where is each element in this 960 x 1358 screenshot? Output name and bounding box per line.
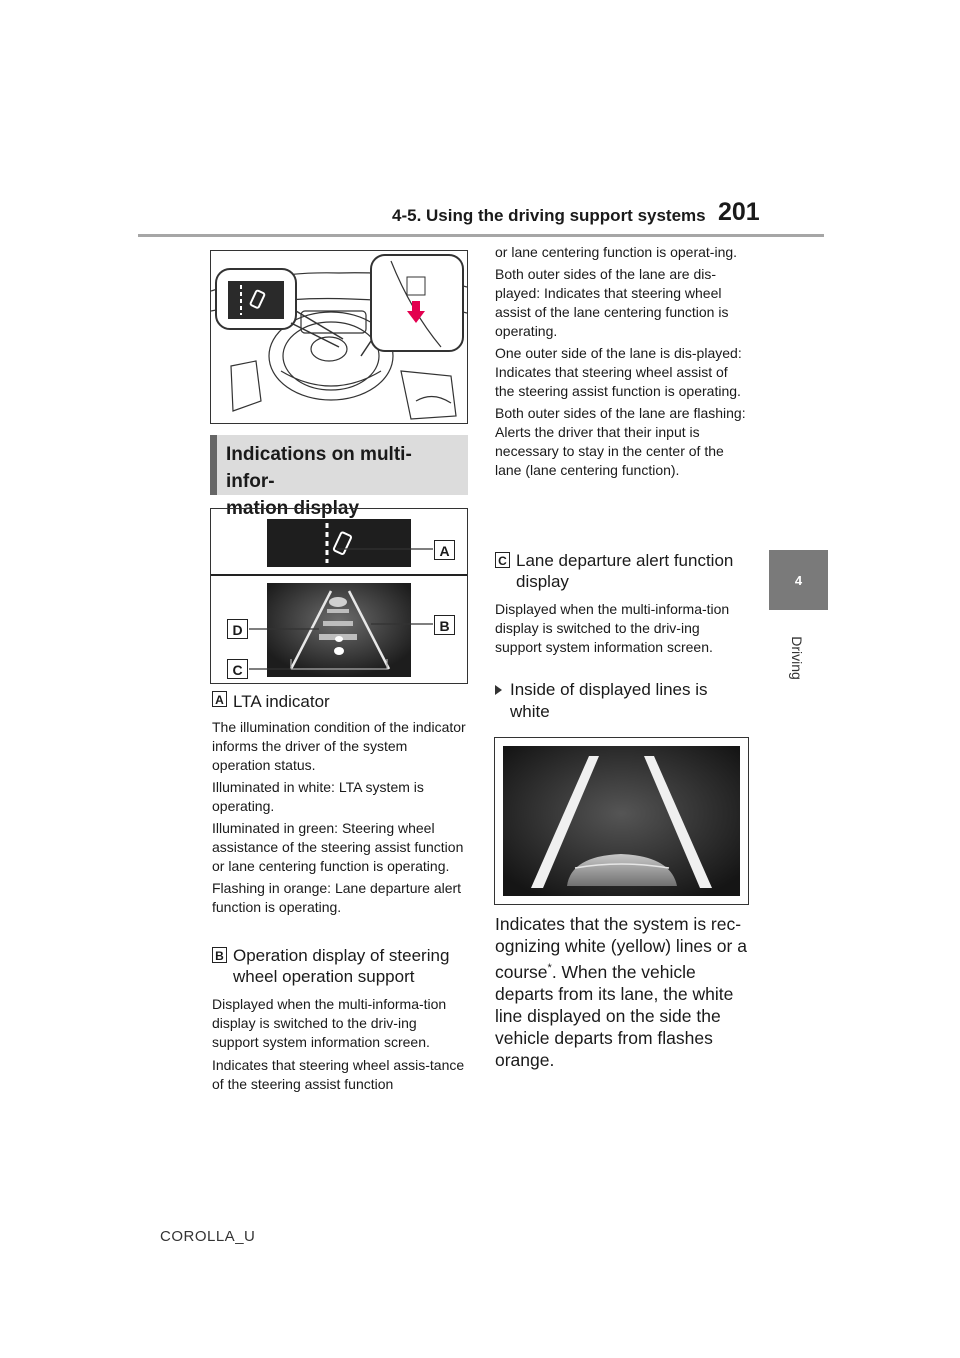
bullet-text: Inside of displayed lines is white	[510, 680, 708, 721]
chapter-name: Driving	[789, 636, 805, 680]
item-c	[495, 550, 750, 657]
item-a-para-2: Illuminated in green: Steering wheel assistance of the steering assist function or lane centering function is operating.	[212, 820, 464, 874]
bullet-arrow-icon	[495, 685, 502, 695]
item-a-para-1: Illuminated in white: LTA system is operating.	[212, 779, 424, 814]
desc-part1: Indicates that the system is rec-ognizing white (yellow) lines or a course	[495, 914, 747, 982]
mid-illustration	[210, 508, 468, 684]
item-a-para-3: Flashing in orange: Lane departure alert function is operating.	[212, 880, 462, 915]
item-c-title-row	[495, 550, 750, 592]
callout-c: C	[227, 659, 248, 679]
item-b-title-row	[212, 945, 467, 987]
item-b-label: B	[212, 947, 227, 963]
desc-part2: . When the vehicle departs from its lane, the white line displayed on the side the vehicle departs from flashes orange.	[495, 961, 734, 1070]
item-a-title-row	[212, 691, 467, 712]
col2-continuation: or lane centering function is operat-ing.	[495, 244, 738, 260]
section-title: 4-5. Using the driving support systems	[392, 206, 706, 225]
item-a-title: LTA indicator	[233, 692, 330, 711]
mid-drawing	[211, 509, 467, 683]
item-b	[212, 945, 467, 1094]
chapter-number: 4	[794, 572, 803, 588]
item-b-para-0: Displayed when the multi-informa-tion display is switched to the driv-ing support system information screen.	[212, 996, 447, 1050]
chapter-label	[777, 618, 817, 698]
callout-b: B	[434, 615, 455, 635]
section-heading	[210, 435, 468, 519]
col2-para-0: Both outer sides of the lane are dis-played: Indicates that steering wheel assist of the lane centering function is operating.	[495, 266, 729, 339]
item-b-title: Operation display of steering wheel operation support	[233, 946, 450, 986]
item-a-para-0: The illumination condition of the indicator informs the driver of the system operation status.	[212, 719, 466, 773]
footer-model: COROLLA_U	[160, 1228, 256, 1245]
desc-asterisk: *	[547, 962, 552, 974]
dashboard-illustration	[210, 250, 468, 424]
dashboard-drawing	[211, 251, 467, 423]
item-c-label: C	[495, 552, 510, 568]
page-number: 201	[718, 198, 760, 226]
item-c-title: Lane departure alert function display	[516, 551, 734, 591]
header-rule	[138, 234, 824, 237]
lane-drawing	[495, 738, 748, 904]
column-2-text	[495, 243, 750, 480]
bullet-white-lines	[495, 679, 740, 723]
chapter-tab	[769, 550, 828, 610]
item-a	[212, 691, 467, 917]
col2-para-1: One outer side of the lane is dis-played: Indicates that steering wheel assist of the steering assist function is operating.	[495, 345, 742, 399]
col2-para-2: Both outer sides of the lane are flashing: Alerts the driver that their input is necessary to stay in the center of the lane (lane centering function).	[495, 405, 746, 478]
heading-text: Indications on multi-infor- mation display	[226, 444, 412, 519]
item-b-para-1: Indicates that steering wheel assis-tance of the steering assist function	[212, 1057, 465, 1092]
item-c-para: Displayed when the multi-informa-tion display is switched to the driv-ing support system information screen.	[495, 601, 730, 655]
lane-description	[495, 913, 750, 1071]
callout-a: A	[434, 540, 455, 560]
item-a-label: A	[212, 691, 227, 707]
callout-d: D	[227, 619, 248, 639]
lane-display-illustration	[494, 737, 749, 905]
